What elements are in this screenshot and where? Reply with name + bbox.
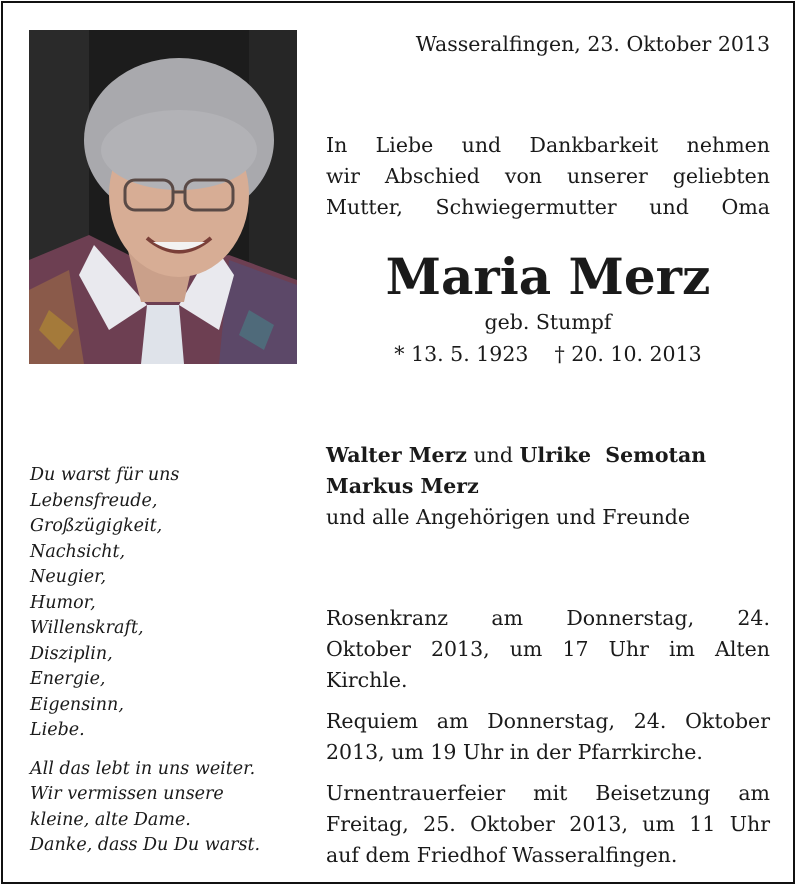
service-line: Urnentrauerfeier mit Beisetzung am	[326, 781, 770, 805]
poem-line: Wir vermissen unsere	[30, 784, 224, 804]
funeral-services	[326, 603, 770, 871]
poem-line: Neugier,	[30, 567, 107, 587]
poem-line: Danke, dass Du Du warst.	[30, 835, 261, 855]
memorial-poem	[30, 463, 300, 859]
conjunction: und	[473, 443, 513, 467]
deceased-name: Maria Merz	[385, 247, 711, 306]
mourners-others: und alle Angehörigen und Freunde	[326, 505, 691, 529]
service-line: Kirchle.	[326, 668, 408, 692]
poem-line: Willenskraft,	[30, 618, 144, 638]
mourner-name: Walter Merz	[326, 443, 467, 467]
poem-line: Großzügigkeit,	[30, 516, 163, 536]
service-line: Requiem am Donnerstag, 24. Oktober	[326, 709, 770, 733]
place-and-date: Wasseralfingen, 23. Oktober 2013	[415, 32, 770, 56]
poem-line: Humor,	[30, 592, 96, 613]
portrait-photo	[29, 30, 297, 364]
poem-line: All das lebt in uns weiter.	[30, 758, 256, 779]
service-line: auf dem Friedhof Wasseralfingen.	[326, 843, 678, 867]
intro-line: wir Abschied von unserer geliebten	[326, 164, 770, 188]
urn-ceremony-notice	[326, 778, 770, 871]
poem-line: Disziplin,	[30, 643, 113, 664]
intro-line: Mutter, Schwiegermutter und Oma	[326, 195, 770, 219]
birth-name: geb. Stumpf	[484, 310, 612, 334]
poem-line: Energie,	[30, 669, 106, 689]
poem-line: Du warst für uns	[30, 465, 180, 485]
mourners-line	[326, 440, 770, 471]
intro-text	[326, 130, 770, 223]
poem-line: Eigensinn,	[30, 694, 124, 715]
service-line: Freitag, 25. Oktober 2013, um 11 Uhr	[326, 812, 770, 836]
mourners-line	[326, 471, 770, 502]
poem-line: kleine, alte Dame.	[30, 809, 191, 830]
service-line: Oktober 2013, um 17 Uhr im Alten	[326, 637, 770, 661]
mourner-name: Markus Merz	[326, 474, 479, 498]
requiem-notice	[326, 706, 770, 768]
service-line: 2013, um 19 Uhr in der Pfarrkirche.	[326, 740, 703, 764]
mourner-name: Ulrike Semotan	[519, 443, 707, 467]
poem-line: Liebe.	[30, 720, 85, 740]
mourners	[326, 440, 770, 533]
service-line: Rosenkranz am Donnerstag, 24.	[326, 606, 770, 630]
poem-line: Lebensfreude,	[30, 490, 158, 511]
death-date: † 20. 10. 2013	[554, 342, 702, 366]
rosary-notice	[326, 603, 770, 696]
poem-line: Nachsicht,	[30, 541, 126, 562]
stanza-gap	[30, 744, 300, 757]
birth-date: * 13. 5. 1923	[394, 342, 529, 366]
life-dates	[326, 340, 770, 368]
intro-line: In Liebe und Dankbarkeit nehmen	[326, 133, 770, 157]
